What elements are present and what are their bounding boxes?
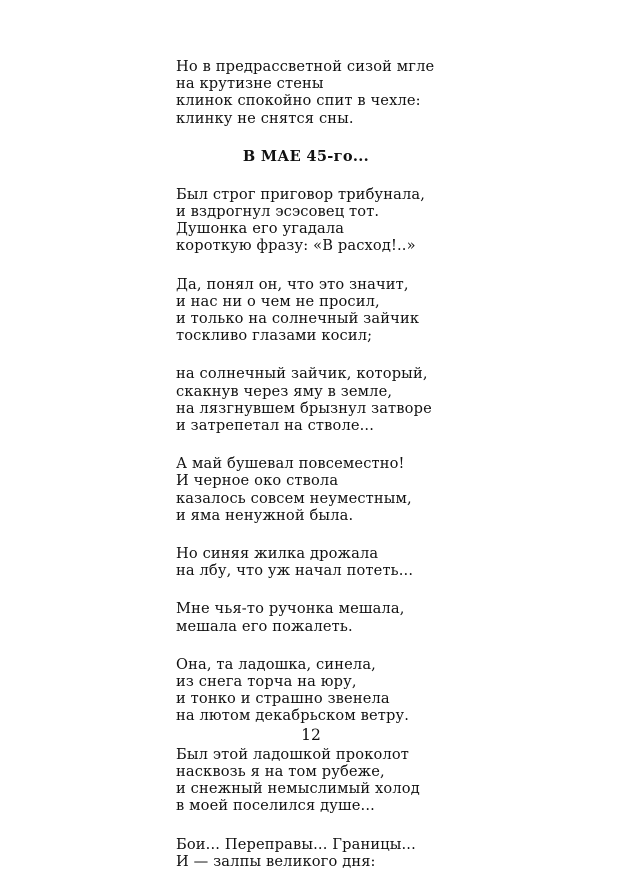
verse-line: скакнув через яму в земле, [176,382,393,400]
verse-line: и снежный немыслимый холод [176,780,420,798]
verse-line: А май бушевал повсеместно! [176,455,405,473]
verse-line: Но синяя жилка дрожала [176,545,379,563]
verse-line: и тонко и страшно звенела [176,690,390,708]
verse-line: Да, понял он, что это значит, [176,275,409,293]
verse-line: на лбу, что уж начал потеть... [176,562,414,580]
verse-line: Она, та ладошка, синела, [176,655,376,673]
verse-line: мешала его пожалеть. [176,617,353,635]
verse-line: и только на солнечный зайчик [176,310,420,328]
stanza [176,836,436,870]
stanza [176,545,436,579]
verse-line: на лязгнувшем брызнул затворе [176,399,432,417]
verse-line: тоскливо глазами косил; [176,327,373,345]
verse-line: клинок спокойно спит в чехле: [176,92,421,110]
verse-line: Душонка его угадала [176,220,345,238]
stanza [176,600,436,634]
verse-line: из снега торча на юру, [176,673,357,691]
verse-line: короткую фразу: «В расход!..» [176,237,416,255]
stanza [176,365,436,434]
verse-line: Мне чья-то ручонка мешала, [176,600,405,618]
stanza [176,656,436,725]
verse-line: и затрепетал на стволе... [176,417,375,435]
verse-line: в моей поселился душе... [176,797,375,815]
poem-title: В МАЕ 45-го... [242,147,370,165]
verse-line: насквозь я на том рубеже, [176,762,385,780]
verse-line: на лютом декабрьском ветру. [176,707,410,725]
verse-line: Был строг приговор трибунала, [176,185,426,203]
verse-line: Был этой ладошкой проколот [176,745,410,763]
stanza [176,746,436,815]
poem-fragment-stanza [176,58,436,127]
verse-line: казалось совсем неуместным, [176,489,412,507]
verse-line: и яма ненужной была. [176,506,354,524]
verse-line: И черное око ствола [176,472,339,490]
stanza [176,276,436,345]
verse-line: И — залпы великого дня: [176,852,376,870]
stanza [176,455,436,524]
verse-line: и вздрогнул эсэсовец тот. [176,203,380,221]
stanza [176,186,436,255]
page-number: 12 [301,726,321,744]
verse-line: клинку не снятся сны. [176,109,354,127]
verse-line: на крутизне стены [176,75,324,93]
verse-line: Но в предрассветной сизой мгле [176,58,435,75]
text-column [176,58,436,891]
verse-line: Бои... Переправы... Границы... [176,835,416,853]
verse-line: и нас ни о чем не просил, [176,292,380,310]
verse-line: на солнечный зайчик, который, [176,365,428,383]
